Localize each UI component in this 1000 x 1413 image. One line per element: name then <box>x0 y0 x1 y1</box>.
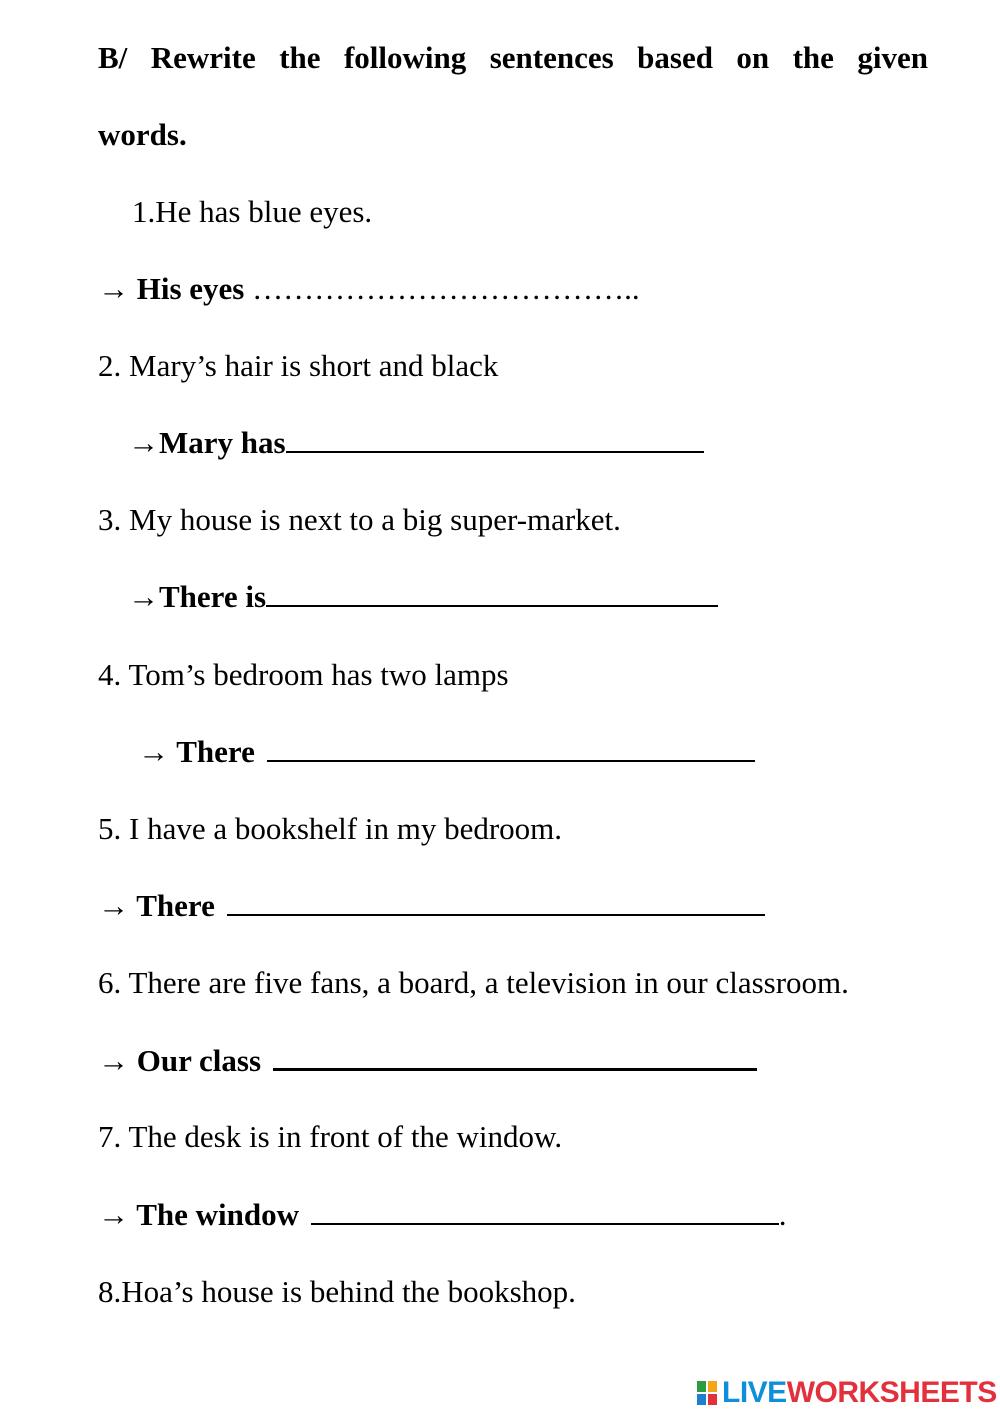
answer-row-2 <box>128 423 704 463</box>
arrow-icon: → <box>128 425 159 460</box>
liveworksheets-logo <box>697 1378 997 1408</box>
answer-prompt-3: There is <box>159 579 267 614</box>
sentence-5: 5. I have a bookshelf in my bedroom. <box>98 811 563 846</box>
answer-row-4 <box>138 732 755 772</box>
instruction-heading-line1: B/ Rewrite the following sentences based on the given <box>98 40 928 75</box>
arrow-icon: → <box>138 734 169 769</box>
answer-row-6 <box>98 1040 757 1081</box>
answer-prompt-2: Mary has <box>159 425 286 460</box>
liveworksheets-wordmark <box>722 1376 997 1410</box>
answer-prompt-4: There <box>176 734 255 769</box>
answer-blank-2[interactable] <box>286 423 704 453</box>
answer-prompt-1: His eyes <box>136 271 245 306</box>
end-period: . <box>778 1197 787 1232</box>
sentence-8: 8.Hoa’s house is behind the bookshop. <box>98 1274 576 1309</box>
answer-blank-3[interactable] <box>266 577 718 607</box>
sentence-2: 2. Mary’s hair is short and black <box>98 348 499 383</box>
answer-prompt-5: There <box>136 888 215 923</box>
answer-row-3 <box>128 577 718 617</box>
answer-prompt-7: The window <box>136 1197 299 1232</box>
instruction-heading-line2: words. <box>98 117 187 152</box>
arrow-icon: → <box>98 271 129 306</box>
sentence-1: 1.He has blue eyes. <box>132 194 373 229</box>
answer-blank-1[interactable]: ……………………………….. <box>252 271 640 306</box>
arrow-icon: → <box>98 888 129 923</box>
sentence-3: 3. My house is next to a big super-market. <box>98 502 621 537</box>
arrow-icon: → <box>128 579 159 614</box>
answer-row-1 <box>98 269 640 309</box>
liveworksheets-logo-icon <box>697 1380 719 1406</box>
logo-text-live: LIVE <box>722 1376 787 1409</box>
answer-row-7 <box>98 1195 787 1235</box>
logo-text-worksheets: WORKSHEETS <box>786 1376 997 1409</box>
answer-blank-4[interactable] <box>267 732 755 762</box>
answer-blank-5[interactable] <box>227 886 765 916</box>
answer-blank-7[interactable] <box>311 1195 779 1225</box>
arrow-icon: → <box>98 1197 129 1232</box>
sentence-4: 4. Tom’s bedroom has two lamps <box>98 657 509 692</box>
answer-row-5 <box>98 886 765 926</box>
arrow-icon: → <box>98 1043 129 1078</box>
sentence-7: 7. The desk is in front of the window. <box>98 1119 563 1154</box>
answer-prompt-6: Our class <box>136 1043 262 1078</box>
sentence-6: 6. There are five fans, a board, a television in our classroom. <box>98 965 849 1000</box>
answer-blank-6[interactable] <box>273 1040 757 1071</box>
